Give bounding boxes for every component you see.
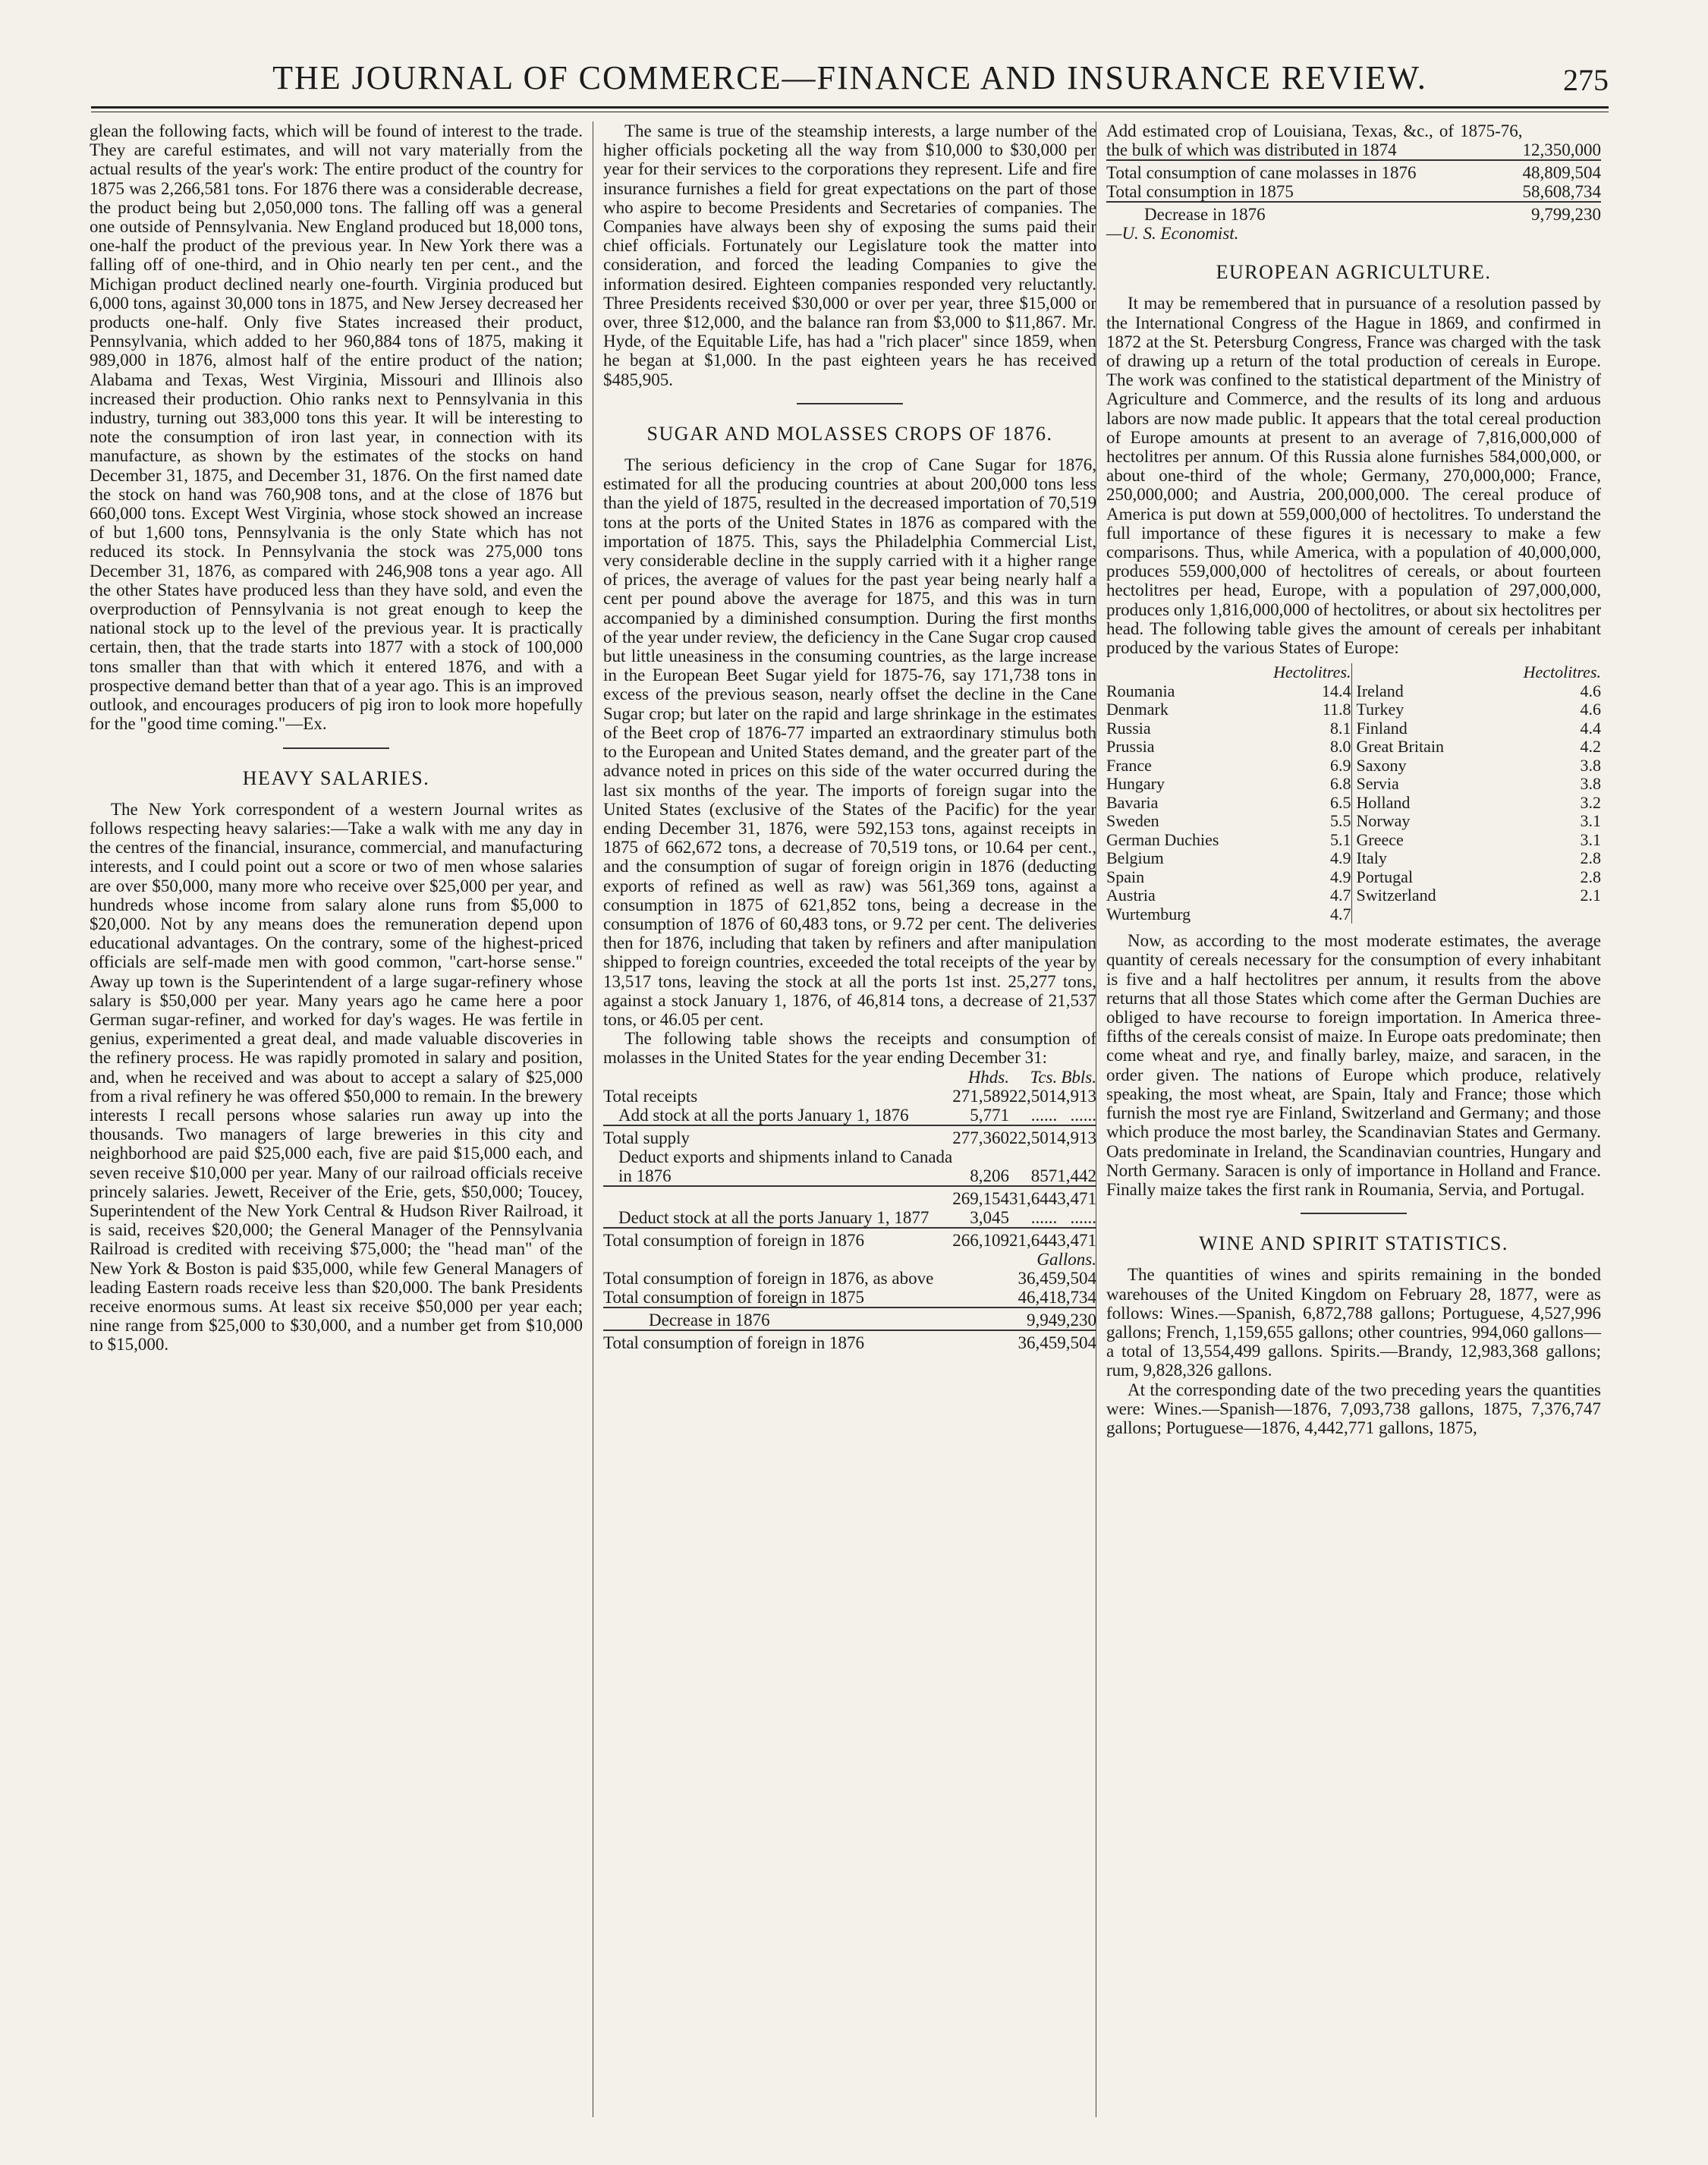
country-name: Norway (1356, 811, 1411, 831)
cell-tcs: 22,501 (1009, 1086, 1058, 1106)
cell-bbls: 3,471 (1057, 1228, 1096, 1250)
list-item (1106, 849, 1351, 868)
row-value: 9,949,230 (1002, 1307, 1096, 1330)
list-item (1106, 868, 1351, 887)
list-item (1106, 905, 1351, 924)
list-item (1357, 831, 1602, 850)
source-credit: —U. S. Economist. (1106, 224, 1239, 243)
cereal-value: 6.9 (1330, 755, 1351, 775)
country-name: Switzerland (1356, 886, 1436, 905)
table-row (1106, 182, 1601, 202)
cell-tcs: 21,644 (1009, 1228, 1057, 1250)
row-label: Decrease in 1876 (603, 1307, 1002, 1330)
agriculture-paragraph: It may be remembered that in pursuance of a resolution passed by the International Congress of the Hague in 1869, and confirmed in 1872 at the St. Petersburg Congress, France was charged with the task of drawing up a return of the total production of cereals in Europe. The work was confined to the statistical department of the Ministry of Agriculture and Commerce, and the results of its long and arduous labors are now made public. It appears that the total cereal production of Europe amounts at present to an average of 7,816,000,000 of hectolitres per annum. Of this Russia alone furnishes 584,000,000, or about one-third of the whole; Germany, 270,000,000; France, 250,000,000; and Austria, 200,000,000. The cereal produce of America is put down at 559,000,000 of hectolitres. To understand the full importance of these figures it is necessary to make a few comparisons. Thus, while America, with a population of 40,000,000, produces 559,000,000 of hectolitres of cereals, or about fourteen hectolitres per head, Europe, with a population of 297,000,000, produces only 1,816,000,000 of hectolitres, or about six hectolitres per head. The following table gives the amount of cereals per inhabitant produced by the various States of Europe: (1106, 294, 1601, 658)
cereal-value: 4.2 (1580, 737, 1601, 757)
gallons-label: Gallons. (1036, 1249, 1096, 1269)
row-label: Decrease in 1876 (1106, 202, 1523, 224)
table-row (1106, 202, 1601, 224)
row-value: 36,459,504 (1002, 1330, 1096, 1352)
journal-title: THE JOURNAL OF COMMERCE—FINANCE AND INSURANCE REVIEW. (272, 58, 1427, 96)
cereal-value: 5.5 (1330, 811, 1351, 831)
molasses-intro: The following table shows the receipts and consumption of molasses in the United States for the year ending December 31: (603, 1029, 1096, 1068)
row-value: 46,418,734 (1018, 1287, 1096, 1307)
cereal-table-right (1351, 663, 1602, 924)
country-name: Roumania (1106, 681, 1175, 700)
cell-bbls: ...... (1070, 1207, 1096, 1227)
cereal-value: 4.9 (1330, 867, 1351, 886)
list-item (1357, 794, 1602, 813)
country-name: Turkey (1356, 700, 1404, 719)
country-name: Italy (1356, 848, 1387, 868)
country-name: Greece (1356, 829, 1404, 849)
row-label: Total consumption of foreign in 1876 (603, 1330, 1002, 1352)
table-row (603, 1330, 1096, 1352)
list-item (1106, 886, 1351, 905)
country-name: Wurtemburg (1106, 904, 1191, 924)
column-2 (603, 121, 1096, 1352)
cereal-value: 3.2 (1580, 792, 1601, 812)
cell-tcs: 22,501 (1009, 1125, 1057, 1147)
cell-tcs: ...... (1030, 1207, 1058, 1227)
row-value: 48,809,504 (1523, 160, 1602, 182)
wine-paragraph: At the corresponding date of the two preceding years the quantities were: Wines.—Spanish—1876, 7,093,738 gallons, 1875, 7,376,747 gallons; Portuguese—1876, 4,442,771 gallons, 1875, (1106, 1380, 1601, 1437)
cane-molasses-table (1106, 121, 1601, 224)
cereal-value: 3.1 (1580, 811, 1601, 831)
list-item (1106, 794, 1351, 813)
row-label: Total consumption of cane molasses in 1876 (1106, 160, 1523, 182)
cereal-value: 4.7 (1330, 886, 1351, 905)
cell-tcs: ...... (1030, 1105, 1058, 1125)
cereal-value: 4.7 (1330, 904, 1351, 924)
row-label: Add stock at all the ports January 1, 1876 (618, 1105, 909, 1125)
table-header-row (603, 1250, 1096, 1269)
list-item (1357, 868, 1602, 887)
list-item (1106, 700, 1351, 719)
country-name: Bavaria (1106, 792, 1159, 812)
column-3 (1106, 121, 1601, 1437)
molasses-table (603, 1068, 1096, 1250)
list-item (1357, 682, 1602, 701)
cereal-value: 11.8 (1322, 700, 1351, 719)
row-label: Total consumption of foreign in 1875 (603, 1287, 864, 1307)
row-label: Total consumption of foreign in 1876, as above (603, 1268, 934, 1288)
list-item (1106, 719, 1351, 738)
list-item (1357, 757, 1602, 776)
cereal-value: 2.8 (1580, 867, 1601, 886)
heavy-salaries-paragraph: The New York correspondent of a western Journal writes as follows respecting heavy salaries:—Take a walk with me any day in the centres of the financial, insurance, commercial, and manufacturing interests, and I could point out a score or two of men whose salaries are over $50,000, many more who receive over $25,000 per year, and hundreds whose income from salary alone runs from $5,000 to $20,000. Not by any means does the remuneration depend upon educational advantages. On the contrary, some of the highest-priced officials are self-made men with good common, "cart-horse sense." Away up town is the Superintendent of a large sugar-refinery whose salary is $50,000 per year. Many years ago he came here a poor German sugar-refiner, and worked for day's wages. He was fertile in genius, experimented a great deal, and made valuable discoveries in the refinery process. He was rapidly promoted in salary and position, and, when he received and was about to accept a salary of $25,000 from a rival refinery he was offered $50,000 to remain. In the brewery interests I recall persons whose salaries run away up into the thousands. Two managers of large breweries in this city and neighborhood are paid $25,000 each, five are paid $15,000 each, and seven receive $10,000 per year. Many of our railroad officials receive princely salaries. Jewett, Receiver of the Erie, gets, $50,000; Toucey, Superintendent of the New York Central & Hudson River Railroad, it is said, receives $20,000; the General Manager of the Pennsylvania Railroad is credited with receiving $75,000; the "head man" of the New York & Boston is paid $35,000, while few General Managers of leading Eastern roads receive less than $20,000. The bank Presidents receive enormous sums. At least six receive $50,000 per year each; nine range from $25,000 to $30,000, and a number get from $10,000 to $15,000. (90, 799, 583, 1355)
cereal-value: 2.8 (1580, 848, 1601, 868)
masthead (91, 47, 1609, 108)
page-number: 275 (1563, 63, 1609, 97)
cell-hhds: 8,206 (970, 1166, 1009, 1185)
country-name: Servia (1356, 774, 1399, 794)
list-item (1357, 886, 1602, 905)
list-item (1357, 738, 1602, 757)
list-item (1106, 775, 1351, 794)
row-label: Total receipts (603, 1086, 698, 1106)
country-name: Denmark (1106, 700, 1169, 719)
country-name: Portugal (1356, 867, 1414, 886)
cereal-list-left (1106, 682, 1351, 924)
cell-bbls: 4,913 (1057, 1125, 1096, 1147)
cereal-value: 8.1 (1330, 718, 1351, 738)
country-name: Ireland (1356, 681, 1404, 700)
table-row (1106, 121, 1601, 160)
row-value: 58,608,734 (1522, 182, 1601, 201)
list-item (1106, 682, 1351, 701)
cereal-value: 4.4 (1580, 718, 1601, 738)
cell-hhds: 5,771 (970, 1105, 1009, 1125)
table-row (603, 1208, 1096, 1228)
row-label: Deduct stock at all the ports January 1, 1877 (618, 1207, 929, 1227)
cell-bbls: 4,913 (1057, 1086, 1096, 1106)
cell-hhds: 266,109 (952, 1228, 1009, 1250)
table-row (603, 1186, 1096, 1208)
row-value: 12,350,000 (1522, 140, 1601, 159)
cereal-value: 8.0 (1330, 737, 1351, 757)
cereal-value: 3.8 (1580, 774, 1601, 794)
cereal-value: 4.6 (1580, 700, 1601, 719)
row-label: Add estimated crop of Louisiana, Texas, &c., of 1875-76, the bulk of which was distributed in 1874 (1106, 121, 1523, 159)
row-value: 36,459,504 (1018, 1268, 1096, 1288)
table-row (603, 1228, 1096, 1250)
cell-tcs: 857 (1030, 1166, 1058, 1185)
table-row (603, 1288, 1096, 1307)
list-item (1106, 812, 1351, 831)
country-name: Russia (1106, 718, 1151, 738)
col-hhds: Hhds. (967, 1067, 1009, 1087)
cereal-value: 4.9 (1330, 848, 1351, 868)
cereal-value: 6.5 (1330, 792, 1351, 812)
col-tcs: Tcs. (1030, 1067, 1058, 1087)
cereal-value: 3.8 (1580, 755, 1601, 775)
iron-article-paragraph: glean the following facts, which will be found of interest to the trade. They are careful estimates, and will not vary materially from the actual results of the year's work: The entire product of the country for 1875 was 2,266,581 tons. For 1876 there was a considerable decrease, the product being but 2,050,000 tons. The falling off was a general one outside of Pennsylvania. New England produced but 18,000 tons, one-half the product of the previous year. In New York there was a falling off of one-third, and in Ohio nearly ten per cent., and the Michigan product declined nearly one-fourth. Virginia produced but 6,000 tons, against 30,000 tons in 1875, and New Jersey decreased her products one-half. Only five States increased their product, Pennsylvania, which added to her 960,884 tons of 1875, making it 989,000 in 1876, almost half of the entire product of the nation; Alabama and Texas, West Virginia, Missouri and Illinois also increased their production. Ohio ranks next to Pennsylvania in this industry, turning out 383,000 tons this year. It will be interesting to note the consumption of iron last year, in connection with its manufacture, as shown by the estimates of the stocks on hand December 31, 1875, and December 31, 1876. On the first named date the stock on hand was 760,908 tons, and at the close of 1876 but 660,000 tons. Except West Virginia, whose stock showed an increase of but 1,600 tons, Pennsylvania is the only State which has not reduced its stock. In Pennsylvania the stock was 275,000 tons December 31, 1876, as compared with 246,908 tons a year ago. All the other States have produced less than they have sold, and even the overproduction of Pennsylvania is not great enough to keep the national stock up to the level of the previous year. It is practically certain, then, that the trade starts into 1877 with a stock of 100,000 tons smaller than that with which it entered 1876, and with a prospective demand better than that of a year ago. This is an improved outlook, and encourages producers of pig iron to look more hopefully for the "good time coming."—Ex. (90, 121, 583, 734)
row-label: Deduct exports and shipments inland to Canada in 1876 (618, 1147, 953, 1185)
agriculture-heading: EUROPEAN AGRICULTURE. (1216, 261, 1492, 284)
list-item (1357, 775, 1602, 794)
cell-bbls: ...... (1070, 1105, 1096, 1125)
cereal-value: 2.1 (1580, 886, 1601, 905)
country-name: Holland (1356, 792, 1411, 812)
country-name: Prussia (1106, 737, 1155, 757)
cereal-value: 14.4 (1322, 681, 1351, 700)
table-row (603, 1087, 1096, 1106)
country-name: Great Britain (1356, 737, 1444, 757)
table-row (603, 1307, 1096, 1330)
list-item (1106, 738, 1351, 757)
row-label (603, 1186, 952, 1208)
cereal-table (1106, 663, 1601, 924)
cereal-list-right (1357, 682, 1602, 905)
row-label: Total consumption in 1875 (1106, 182, 1294, 201)
table-row (603, 1269, 1096, 1288)
country-name: Saxony (1356, 755, 1407, 775)
header-rule (91, 106, 1609, 109)
cell-hhds: 3,045 (970, 1207, 1009, 1227)
list-item (1357, 719, 1602, 738)
country-name: Belgium (1106, 848, 1164, 868)
sugar-heading: SUGAR AND MOLASSES CROPS OF 1876. (646, 422, 1053, 445)
country-name: German Duchies (1106, 829, 1219, 849)
row-value: 9,799,230 (1523, 202, 1602, 224)
cell-hhds: 277,360 (952, 1125, 1009, 1147)
heavy-salaries-heading: HEAVY SALARIES. (242, 766, 430, 789)
country-name: Hungary (1106, 774, 1165, 794)
wine-heading: WINE AND SPIRIT STATISTICS. (1199, 1232, 1508, 1255)
sugar-paragraph: The serious deficiency in the crop of Cane Sugar for 1876, estimated for all the producing countries at about 200,000 tons less than the yield of 1875, resulted in the decreased importation of 70,519 tons at the ports of the United States in 1876 as compared with the importation of 1875. This, says the Philadelphia Commercial List, very considerable decline in the supply carried with it a higher range of prices, the average of values for the past year being nearly half a cent per pound above the average for 1875, and this was in turn accompanied by a diminished consumption. During the first months of the year under review, the deficiency in the Cane Sugar crop caused but little uneasiness in the consuming countries, as the large increase in the European Beet Sugar yield for 1875-76, say 171,738 tons in excess of the previous season, nearly offset the decline in the Cane Sugar crop; but later on the rapid and large shrinkage in the estimates of the Beet crop of 1876-77 imparted an extraordinary stimulus both to the European and United States demand, and the greater part of the advance noted in prices on this side of the water occurred during the last six months of the year. The imports of foreign sugar into the United States (exclusive of the States of the Pacific) for the year ending December 31, 1876, were 592,153 tons, against receipts in 1875 of 662,672 tons, a decrease of 70,519 tons, or 10.64 per cent., and the consumption of sugar of foreign origin in 1876 (deducting exports of refined as well as raw) was 561,369 tons, against a consumption in 1875 of 621,852 tons, being a decrease in the consumption of 1876 of 60,483 tons, or 9.72 per cent. The deliveries then for 1876, including that taken by refiners and after manipulation shipped to foreign countries, exceeded the total receipts of the year by 13,517 tons, leaving the stock at all the ports 1st inst. 25,277 tons, against a stock January 1, 1876, of 46,814 tons, a decrease of 21,537 tons, or 46.05 per cent. (603, 455, 1096, 1029)
country-name: Sweden (1106, 811, 1159, 831)
gallons-table (603, 1250, 1096, 1352)
cereal-value: 6.8 (1330, 774, 1351, 794)
cereal-value: 5.1 (1330, 829, 1351, 849)
country-name: Finland (1356, 718, 1408, 738)
list-item (1106, 831, 1351, 850)
cereal-table-left (1106, 663, 1351, 924)
agriculture-paragraph: Now, as according to the most moderate estimates, the average quantity of cereals necessary for the consumption of every inhabitant is five and a half hectolitres per annum, it results from the above returns that all those States which come after the German Duchies are obliged to have recourse to foreign importation. In America three-fifths of the cereals consist of maize. In Europe oats predominate; then come wheat and rye, and finally barley, maize, and saracen, in the order given. The nations of Europe which produce, relatively speaking, the most wheat, are Spain, Italy and France; those which furnish the most rye are Finland, Switzerland and Germany; and those which produce the most barley, the Scandinavian States and Germany. Oats predominate in Ireland, the Scandinavian countries, Hungary and North Germany. Saracen is only of importance in Holland and France. Finally maize takes the first rank in Roumania, Servia, and Portugal. (1106, 931, 1601, 1199)
row-label: Total supply (603, 1125, 952, 1147)
section-rule (797, 403, 903, 404)
col-bbls: Bbls. (1061, 1067, 1096, 1087)
country-name: France (1106, 755, 1152, 775)
list-item (1357, 812, 1602, 831)
row-label: Total consumption of foreign in 1876 (603, 1228, 952, 1250)
list-item (1357, 700, 1602, 719)
cell-hhds: 269,154 (952, 1186, 1009, 1208)
table-row (1106, 160, 1601, 182)
cell-hhds: 271,589 (952, 1086, 1009, 1106)
list-item (1106, 757, 1351, 776)
steamship-paragraph: The same is true of the steamship interests, a large number of the higher officials pocketing all the way from $10,000 to $30,000 per year for their services to the corporations they represent. Life and fire insurance furnishes a field for great expectations on the part of those who aspire to become Presidents and Secretaries of companies. The Companies have always been shy of exposing the sums paid their chief officials. Fortunately our Legislature took the matter into consideration, and forced the leading Companies to give the information desired. Eighteen companies responded very reluctantly. Three Presidents received $30,000 or over per year, three $15,000 or over, three $12,000, and the balance ran from $3,000 to $11,867. Mr. Hyde, of the Equitable Life, has had a "rich placer" since 1859, when he began at $1,000. In the past eighteen years he has received $485,905. (603, 121, 1096, 389)
column-1 (90, 121, 583, 1355)
table-header-row (603, 1068, 1096, 1087)
cell-bbls: 1,442 (1057, 1166, 1096, 1185)
table-row (603, 1147, 1096, 1186)
cereal-value: 4.6 (1580, 681, 1601, 700)
country-name: Spain (1106, 867, 1145, 886)
unit-header: Hectolitres. (1273, 662, 1351, 682)
cereal-value: 3.1 (1580, 829, 1601, 849)
wine-paragraph: The quantities of wines and spirits remaining in the bonded warehouses of the United Kingdom on February 28, 1877, were as follows: Wines.—Spanish, 6,872,788 gallons; Portuguese, 4,527,996 gallons; French, 1,159,655 gallons; other countries, 994,060 gallons—a total of 13,554,499 gallons. Spirits.—Brandy, 12,983,368 gallons; rum, 9,828,326 gallons. (1106, 1265, 1601, 1380)
unit-header: Hectolitres. (1523, 662, 1601, 682)
section-rule (283, 747, 389, 749)
cell-tcs: 31,644 (1009, 1186, 1057, 1208)
section-rule (1301, 1213, 1407, 1214)
table-row (603, 1125, 1096, 1147)
table-row (603, 1106, 1096, 1125)
list-item (1357, 849, 1602, 868)
country-name: Austria (1106, 886, 1156, 905)
cell-bbls: 3,471 (1057, 1186, 1096, 1208)
